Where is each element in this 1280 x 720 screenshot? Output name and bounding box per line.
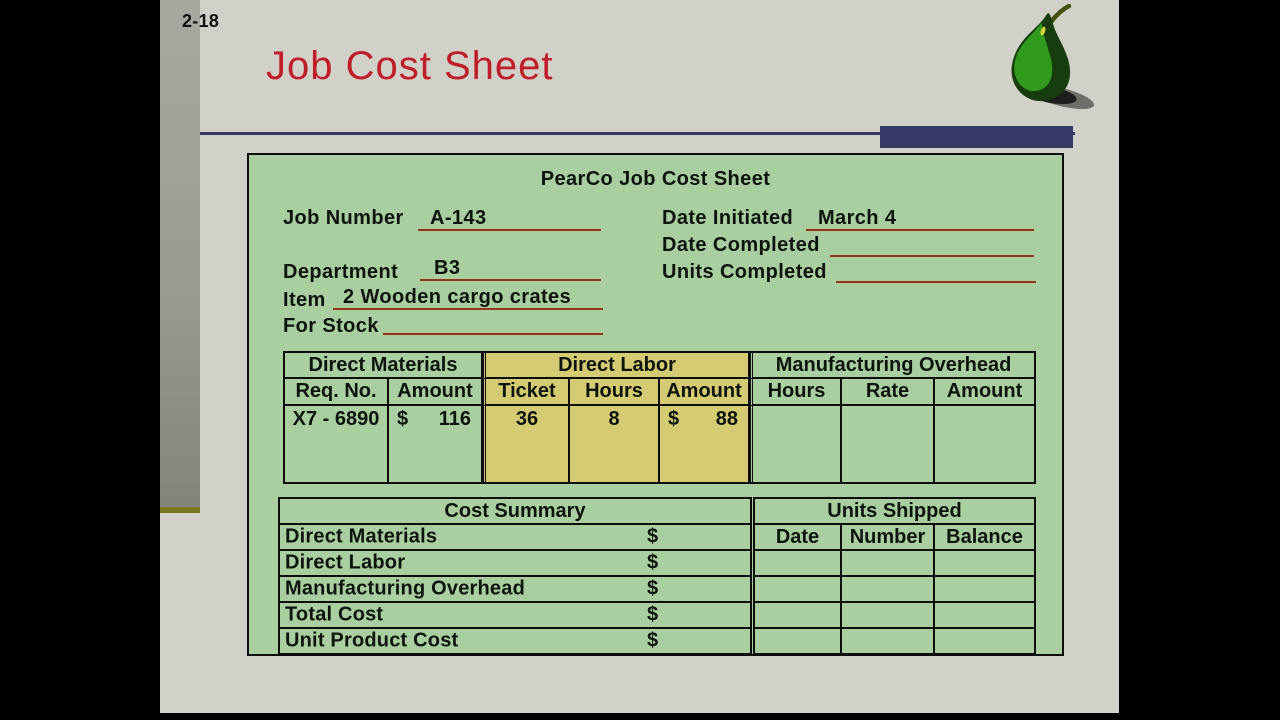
row-label: Manufacturing Overhead <box>285 577 525 600</box>
job-number-value: A-143 <box>418 206 601 231</box>
cell-balance <box>935 577 1034 601</box>
cell-date <box>755 551 842 575</box>
group-header-direct-labor: Direct Labor <box>483 353 750 379</box>
units-shipped-title: Units Shipped <box>755 499 1034 525</box>
cell-moh-amount <box>935 406 1034 482</box>
cost-detail-table <box>283 351 1036 484</box>
col-header-balance: Balance <box>946 525 1023 548</box>
for-stock-value <box>383 310 603 335</box>
row-label: Direct Materials <box>285 525 438 548</box>
form-title: PearCo Job Cost Sheet <box>540 168 771 190</box>
cell-date <box>755 577 842 601</box>
dm-currency: $ <box>397 408 409 430</box>
units-shipped-row <box>755 629 1034 653</box>
cost-summary-row-direct-labor <box>280 551 750 577</box>
item-value: 2 Wooden cargo crates <box>333 285 603 310</box>
date-completed-label: Date Completed <box>662 234 820 256</box>
cell-dl-hours: 8 <box>570 406 660 482</box>
cell-number <box>842 551 935 575</box>
date-initiated-value: March 4 <box>806 206 1034 231</box>
cost-summary-row-total-cost <box>280 603 750 629</box>
cell-balance <box>935 603 1034 627</box>
cell-number <box>842 577 935 601</box>
col-header-dl-amount: Amount <box>660 379 750 406</box>
col-header-req-no: Req. No. <box>285 379 389 406</box>
currency-sign: $ <box>647 629 659 652</box>
col-header-number: Number <box>842 525 935 549</box>
cost-summary-row-manufacturing-overhead <box>280 577 750 603</box>
units-completed-label: Units Completed <box>662 261 827 283</box>
units-shipped-row <box>755 603 1034 629</box>
dl-currency: $ <box>668 408 680 430</box>
row-label: Unit Product Cost <box>285 629 459 652</box>
slide-title: Job Cost Sheet <box>266 44 554 88</box>
cost-summary-row-unit-product-cost <box>280 629 750 653</box>
cell-ticket: 36 <box>483 406 570 482</box>
col-header-moh-amount: Amount <box>935 379 1034 406</box>
job-cost-sheet-form <box>247 153 1064 656</box>
row-label: Total Cost <box>285 603 384 626</box>
row-label: Direct Labor <box>285 551 406 574</box>
currency-sign: $ <box>647 551 659 574</box>
cell-moh-rate <box>842 406 935 482</box>
cost-summary-row-direct-materials <box>280 525 750 551</box>
units-shipped-row <box>755 577 1034 603</box>
for-stock-label: For Stock <box>283 315 379 337</box>
col-header-dl-hours: Hours <box>570 379 660 406</box>
pear-logo-icon <box>985 2 1097 116</box>
units-shipped-table <box>753 497 1036 655</box>
currency-sign: $ <box>647 603 659 626</box>
group-header-manufacturing-overhead: Manufacturing Overhead <box>750 353 1034 379</box>
col-header-date: Date <box>755 525 842 549</box>
col-header-dm-amount: Amount <box>389 379 483 406</box>
cell-dm-amount <box>389 406 483 482</box>
dm-amount: 116 <box>438 408 471 430</box>
date-initiated-label: Date Initiated <box>662 207 794 229</box>
cell-number <box>842 603 935 627</box>
item-label: Item <box>283 289 326 311</box>
cell-req-no: X7 - 6890 <box>285 406 389 482</box>
units-completed-value <box>836 258 1036 283</box>
group-header-direct-materials: Direct Materials <box>285 353 483 379</box>
letterbox-bottom <box>160 713 1119 720</box>
col-header-moh-rate: Rate <box>842 379 935 406</box>
dl-amount: 88 <box>715 408 738 430</box>
cell-number <box>842 629 935 653</box>
presentation-slide <box>160 0 1119 720</box>
department-label: Department <box>283 261 399 283</box>
department-value: B3 <box>420 256 601 281</box>
currency-sign: $ <box>647 525 659 548</box>
col-header-ticket: Ticket <box>483 379 570 406</box>
units-shipped-row <box>755 551 1034 577</box>
units-shipped-header-row <box>755 525 1034 551</box>
job-number-label: Job Number <box>283 207 404 229</box>
slide-number: 2-18 <box>182 11 220 31</box>
col-header-moh-hours: Hours <box>750 379 842 406</box>
cost-summary-title: Cost Summary <box>280 499 750 525</box>
left-accent-bar <box>160 0 200 507</box>
cell-date <box>755 629 842 653</box>
cell-dl-amount <box>660 406 750 482</box>
currency-sign: $ <box>647 577 659 600</box>
title-underline-accent-block <box>880 126 1073 148</box>
cell-moh-hours <box>750 406 842 482</box>
cell-balance <box>935 551 1034 575</box>
cost-summary-table <box>278 497 752 655</box>
cell-date <box>755 603 842 627</box>
date-completed-value <box>830 232 1034 257</box>
cell-balance <box>935 629 1034 653</box>
left-accent-bar-cap <box>160 507 200 513</box>
